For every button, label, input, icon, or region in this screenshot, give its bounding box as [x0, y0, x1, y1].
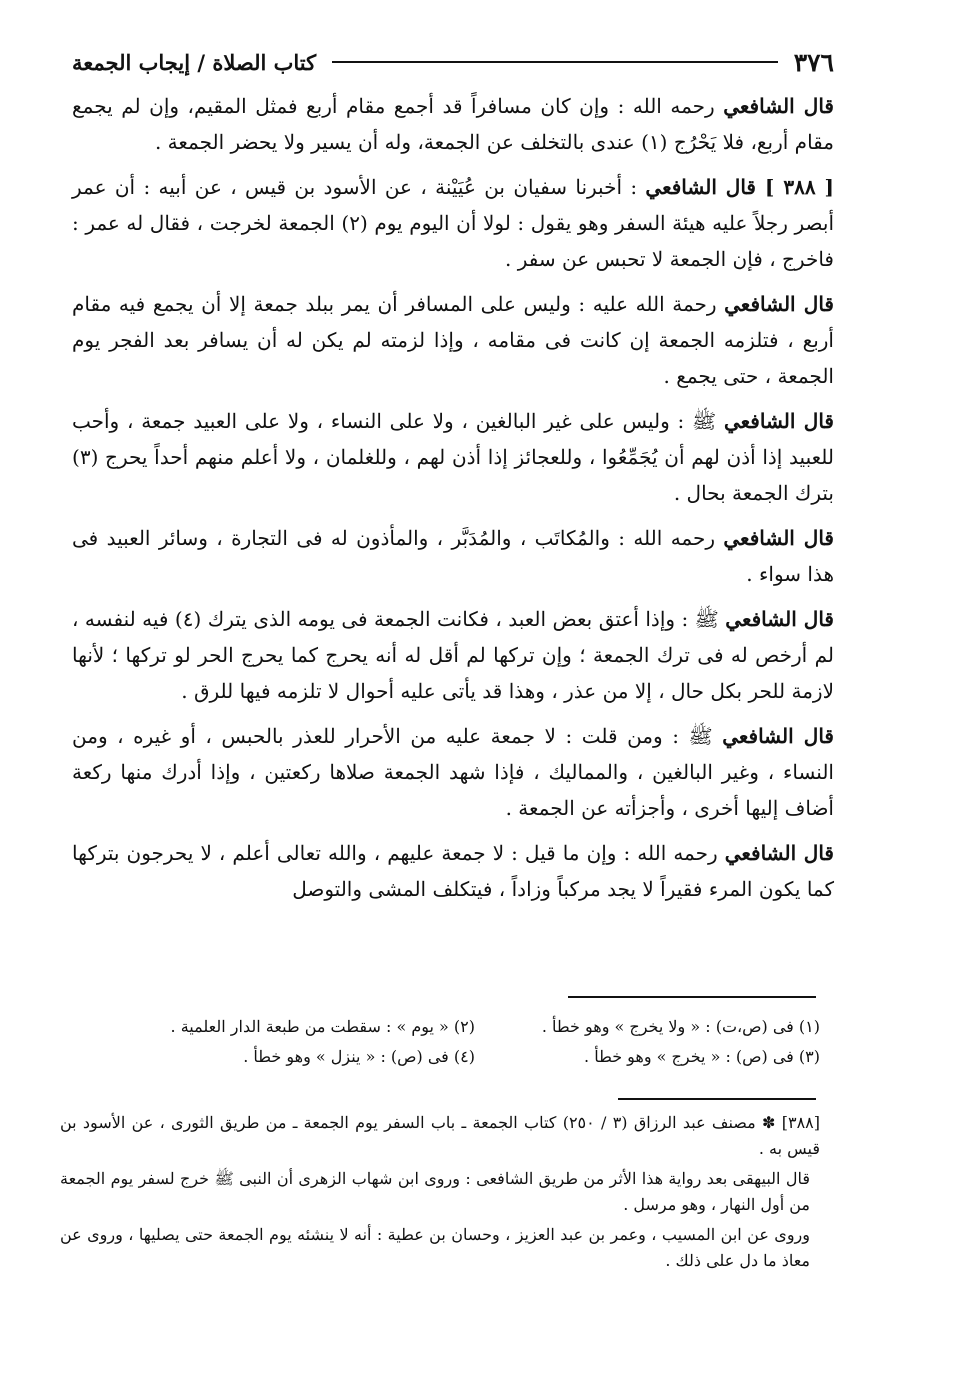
- paragraph-text: ﷺ : ومن قلت : لا جمعة عليه من الأحرار للعذر بالحبس ، أو غيره ، ومن النساء ، وغير البالغين ، والمماليك ، فإذا شهد الجمعة صلاها ركعتين ، وإذا أدرك منها ركعة أضاف إليها أخرى ، وأجزأته عن الجمعة .: [72, 724, 834, 820]
- paragraph-lead: [ ٣٨٨ ] قال الشافعي: [645, 175, 834, 199]
- sources-divider: [618, 1098, 816, 1100]
- paragraph-text: ﷺ : وإذا أعتق بعض العبد ، فكانت الجمعة فى يومه الذى يترك (٤) فيه لنفسه ، لم أرخص له فى ترك الجمعة ؛ وإن تركها لم أقل له أنه يحرج كما يحرج الحر لو تركها ؛ لأنها لازمة للحر بكل حال ، إلا من عذر ، وهذا قد يأتى عليه أحوال لا تلزمه فيها للرق .: [72, 607, 834, 703]
- source-note: [٣٨٨] ✽ مصنف عبد الرزاق (٣ / ٢٥٠) كتاب الجمعة ـ باب السفر يوم الجمعة ـ من طريق الثورى ، عن الأسود بن قيس به .: [60, 1113, 821, 1158]
- source-note: وروى عن ابن المسيب ، وعمر بن عبد العزيز ، وحسان بن عطية : أنه لا ينشئه يوم الجمعة حتى يصليها ، وروى عن معاذ ما دل على ذلك .: [60, 1225, 810, 1270]
- paragraph: [72, 403, 834, 511]
- paragraph-lead: قال الشافعي: [723, 94, 834, 118]
- paragraph-text: رحمة الله عليه : وليس على المسافر أن يمر ببلد جمعة إلا أن يجمع فيه مقام أربع ، فتلزمه الجمعة إن كانت فى مقامه ، وإذا لزمته لم يكن له أن يسافر بعد الفجر يوم الجمعة ، حتى يجمع .: [72, 292, 834, 388]
- main-text: [72, 88, 834, 916]
- paragraph-text: رحمه الله : وإن ما قيل : لا جمعة عليهم ، والله تعالى أعلم ، لا يحرجون بتركها كما يكون المرء فقيراً لا يجد مركباً وزاداً ، فيتكلف المشى والتوصل: [72, 841, 834, 901]
- paragraph: [72, 718, 834, 826]
- paragraph-lead: قال الشافعي: [723, 526, 834, 550]
- paragraph-text: : أخبرنا سفيان بن عُيَيْنة ، عن الأسود بن قيس ، عن أبيه : أن عمر أبصر رجلاً عليه هيئة السفر وهو يقول : لولا أن اليوم يوم (٢) الجمعة لخرجت ، فقال له عمر : فاخرج ، فإن الجمعة لا تحبس عن سفر .: [72, 175, 834, 271]
- paragraph-text: ﷺ : وليس على غير البالغين ، ولا على النساء ، ولا على العبيد جمعة ، وأحب للعبيد إذا أذن لهم أن يُجَمِّعُوا ، وللعجائز إذا أذن لهم ، وللغلمان ، ولا أعلم منهم أحداً يحرج (٣) بترك الجمعة بحال .: [72, 409, 834, 505]
- footnote: (٤) فى (ص) : « ينزل » وهو خطأ .: [243, 1047, 475, 1066]
- footnote: (٣) فى (ص) : « يخرج » وهو خطأ .: [584, 1047, 820, 1066]
- paragraph: [72, 169, 834, 277]
- footnote: (١) فى (ص،ت) : « ولا يخرج » وهو خطأ .: [541, 1017, 820, 1036]
- source-note: قال البيهقى بعد رواية هذا الأثر من طريق الشافعى : وروى ابن شهاب الزهرى أن النبى ﷺ خرج لسفر يوم الجمعة من أول النهار ، وهو مرسل .: [60, 1169, 810, 1214]
- paragraph-lead: قال الشافعي: [725, 607, 834, 631]
- footnote-row: [130, 1012, 820, 1042]
- page-header: [72, 42, 834, 82]
- paragraph-lead: قال الشافعي: [724, 841, 834, 865]
- running-title: كتاب الصلاة / إيجاب الجمعة: [72, 49, 317, 75]
- paragraph-lead: قال الشافعي: [723, 409, 834, 433]
- page-number: ٣٧٦: [793, 47, 834, 77]
- source-notes: [60, 1110, 820, 1278]
- footnote: (٢) « يوم » : سقطت من طبعة الدار العلمية .: [170, 1017, 475, 1036]
- paragraph: [72, 835, 834, 907]
- paragraph: [72, 286, 834, 394]
- footnote-divider: [568, 996, 816, 998]
- paragraph: [72, 520, 834, 592]
- footnotes: [130, 1012, 820, 1072]
- footnote-row: [130, 1042, 820, 1072]
- header-rule: [332, 61, 778, 63]
- paragraph-text: رحمه الله : والمُكاتَب ، والمُدَبَّر ، والمأذون له فى التجارة ، وسائر العبيد فى هذا سواء .: [72, 526, 834, 586]
- paragraph-text: رحمه الله : وإن كان مسافراً قد أجمع مقام أربع فمثل المقيم، وإن لم يجمع مقام أربع، فلا يَحْرُج (١) عندى بالتخلف عن الجمعة، وله أن يسير ولا يحضر الجمعة .: [72, 94, 834, 154]
- paragraph-lead: قال الشافعي: [722, 724, 834, 748]
- paragraph: [72, 88, 834, 160]
- paragraph: [72, 601, 834, 709]
- paragraph-lead: قال الشافعي: [724, 292, 834, 316]
